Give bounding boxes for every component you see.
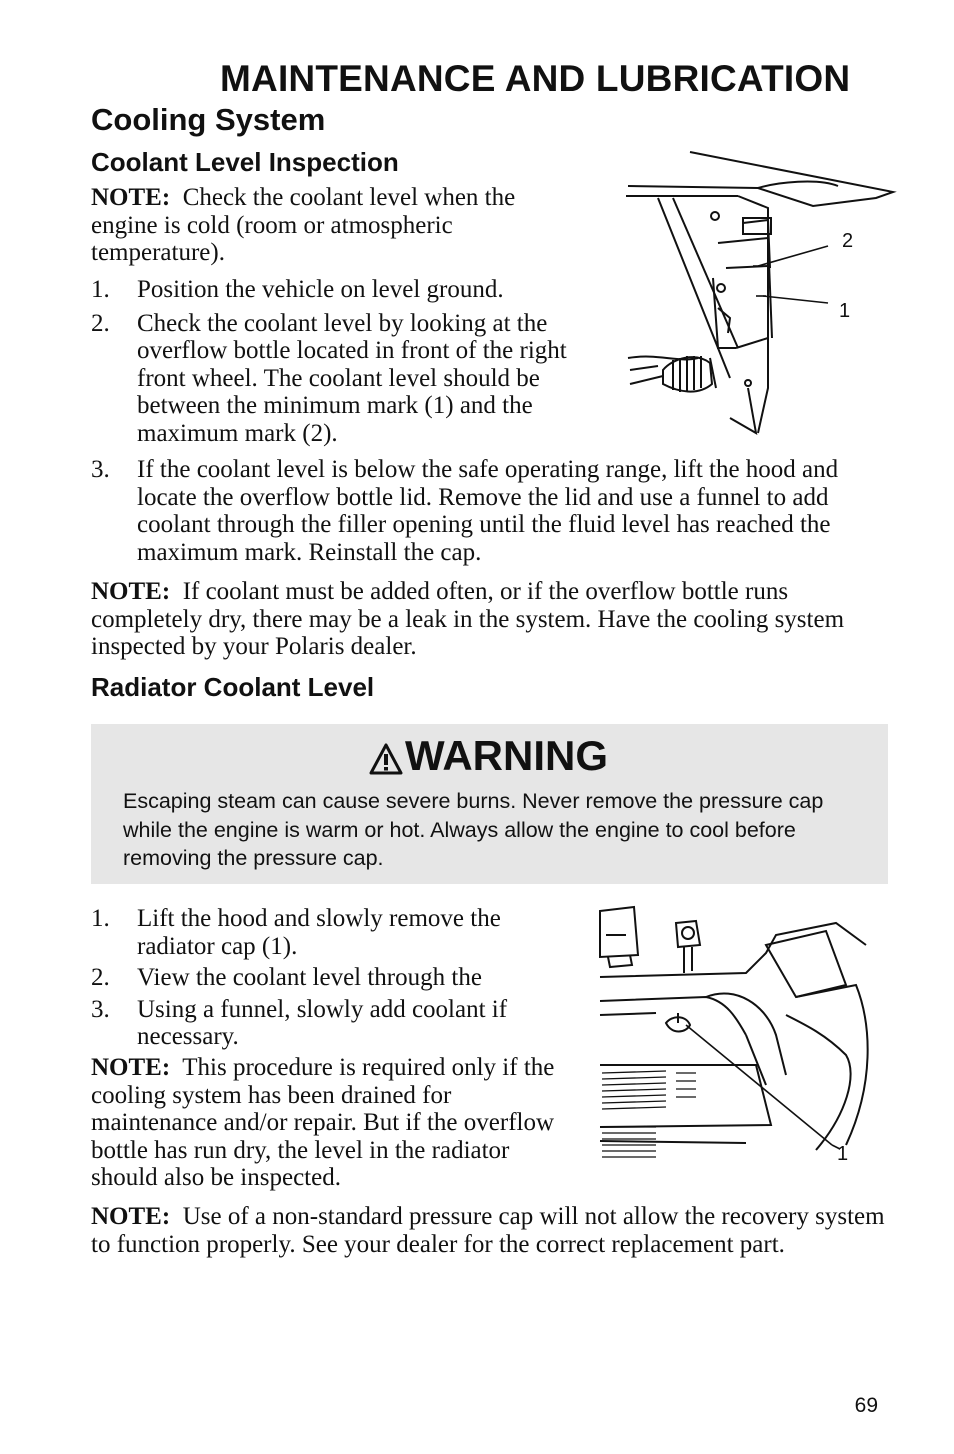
warning-box <box>91 724 888 884</box>
pressure-cap-note <box>91 1203 891 1258</box>
note-label: NOTE: <box>91 1054 171 1081</box>
callout-radiator-cap: 1 <box>837 1143 849 1165</box>
step-number: 2. <box>91 309 110 337</box>
coolant-inspection-heading: Coolant Level Inspection <box>91 147 399 177</box>
coolant-steps-a <box>91 276 576 453</box>
note-text: If coolant must be added often, or if the overflow bottle runs completely dry, there may be a leak in the system. Have the cooling system inspected by your Polaris dealer. <box>91 578 845 660</box>
step-number: 2. <box>91 964 110 991</box>
radiator-steps <box>91 905 556 1057</box>
callout-max-mark: 2 <box>842 230 854 252</box>
list-item <box>91 456 891 566</box>
section-header: MAINTENANCE AND LUBRICATION <box>220 58 851 99</box>
step-number: 3. <box>91 995 110 1023</box>
step-text: View the coolant level through the <box>137 964 482 991</box>
step-text: Position the vehicle on level ground. <box>137 276 504 303</box>
overflow-bottle-figure <box>618 148 898 438</box>
list-item <box>91 964 556 992</box>
list-item <box>91 276 576 304</box>
coolant-steps-b <box>91 456 891 572</box>
step-number: 3. <box>91 456 110 483</box>
list-item <box>91 905 556 960</box>
radiator-drain-note <box>91 1054 556 1192</box>
coolant-leak-note <box>91 578 891 661</box>
step-text: If the coolant level is below the safe operating range, lift the hood and locate the overflow bottle lid. Remove the lid and use a funnel to add coolant through the filler opening until the fluid level has reached the maximum mark. Reinstall the cap. <box>137 456 839 566</box>
step-text: Using a funnel, slowly add coolant if necessary. <box>137 995 508 1050</box>
warning-triangle-icon <box>369 743 403 775</box>
step-number: 1. <box>91 905 110 932</box>
radiator-coolant-heading: Radiator Coolant Level <box>91 672 375 702</box>
warning-text: Escaping steam can cause severe burns. Never remove the pressure cap while the engine is warm or hot. Always allow the engine to cool before removing the pressure cap. <box>123 789 824 870</box>
list-item <box>91 310 576 448</box>
note-text: Check the coolant level when the engine is cold (room or atmospheric temperature). <box>91 184 516 266</box>
note-label: NOTE: <box>91 184 171 211</box>
note-label: NOTE: <box>91 1203 171 1230</box>
note-text: This procedure is required only if the cooling system has been drained for maintenance and/or repair. But if the overflow bottle has run dry, the level in the radiator should also be inspected. <box>91 1054 555 1191</box>
step-number: 1. <box>91 276 110 303</box>
step-text: Lift the hood and slowly remove the radiator cap (1). <box>137 905 501 960</box>
step-text: Check the coolant level by looking at the overflow bottle located in front of the right front wheel. The coolant level should be between the minimum mark (1) and the maximum mark (2). <box>137 309 567 447</box>
warning-label: WARNING <box>405 732 608 779</box>
note-text: Use of a non-standard pressure cap will not allow the recovery system to function properly. See your dealer for the correct replacement part. <box>91 1203 885 1258</box>
warning-title <box>369 732 608 780</box>
coolant-inspection-note <box>91 184 581 267</box>
page-number: 69 <box>854 1394 878 1417</box>
page-title: Cooling System <box>91 102 326 137</box>
callout-min-mark: 1 <box>839 300 851 322</box>
note-label: NOTE: <box>91 578 171 605</box>
list-item <box>91 996 556 1051</box>
